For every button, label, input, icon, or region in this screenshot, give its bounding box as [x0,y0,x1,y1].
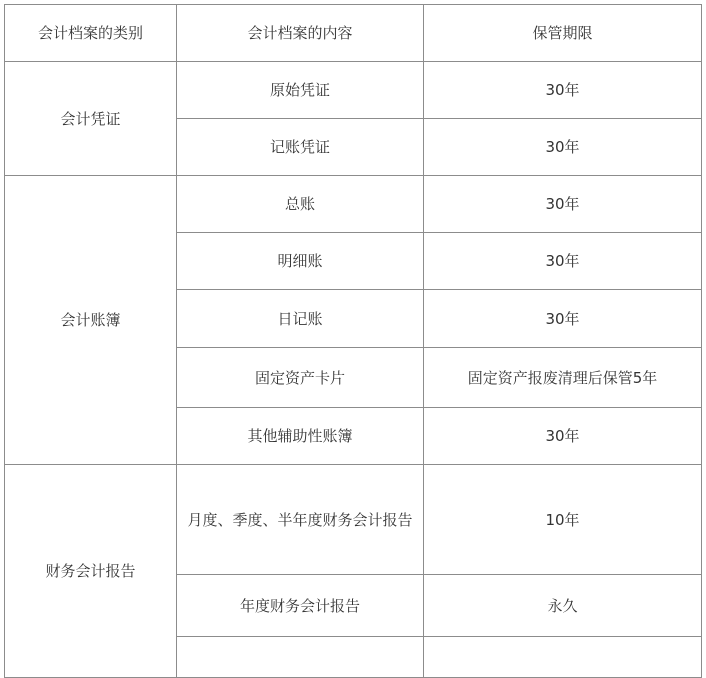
period-cell: 永久 [424,575,702,637]
table-row [5,62,702,119]
header-retention-period: 保管期限 [424,5,702,62]
category-cell: 财务会计报告 [5,465,177,678]
header-category: 会计档案的类别 [5,5,177,62]
period-cell: 30年 [424,233,702,290]
period-cell: 30年 [424,408,702,465]
period-cell-empty [424,637,702,678]
content-cell: 年度财务会计报告 [177,575,424,637]
content-cell: 记账凭证 [177,119,424,176]
content-cell: 明细账 [177,233,424,290]
content-cell-empty [177,637,424,678]
content-cell: 总账 [177,176,424,233]
table-header-row [5,5,702,62]
content-cell: 月度、季度、半年度财务会计报告 [177,465,424,575]
content-cell: 原始凭证 [177,62,424,119]
table-row [5,465,702,575]
category-cell: 会计凭证 [5,62,177,176]
table-row [5,176,702,233]
period-cell: 10年 [424,465,702,575]
category-cell: 会计账簿 [5,176,177,465]
archive-retention-table [4,4,702,678]
period-cell: 30年 [424,176,702,233]
period-cell: 30年 [424,62,702,119]
content-cell: 固定资产卡片 [177,348,424,408]
content-cell: 其他辅助性账簿 [177,408,424,465]
content-cell: 日记账 [177,290,424,348]
header-content: 会计档案的内容 [177,5,424,62]
period-cell: 30年 [424,119,702,176]
period-cell: 固定资产报废清理后保管5年 [424,348,702,408]
period-cell: 30年 [424,290,702,348]
